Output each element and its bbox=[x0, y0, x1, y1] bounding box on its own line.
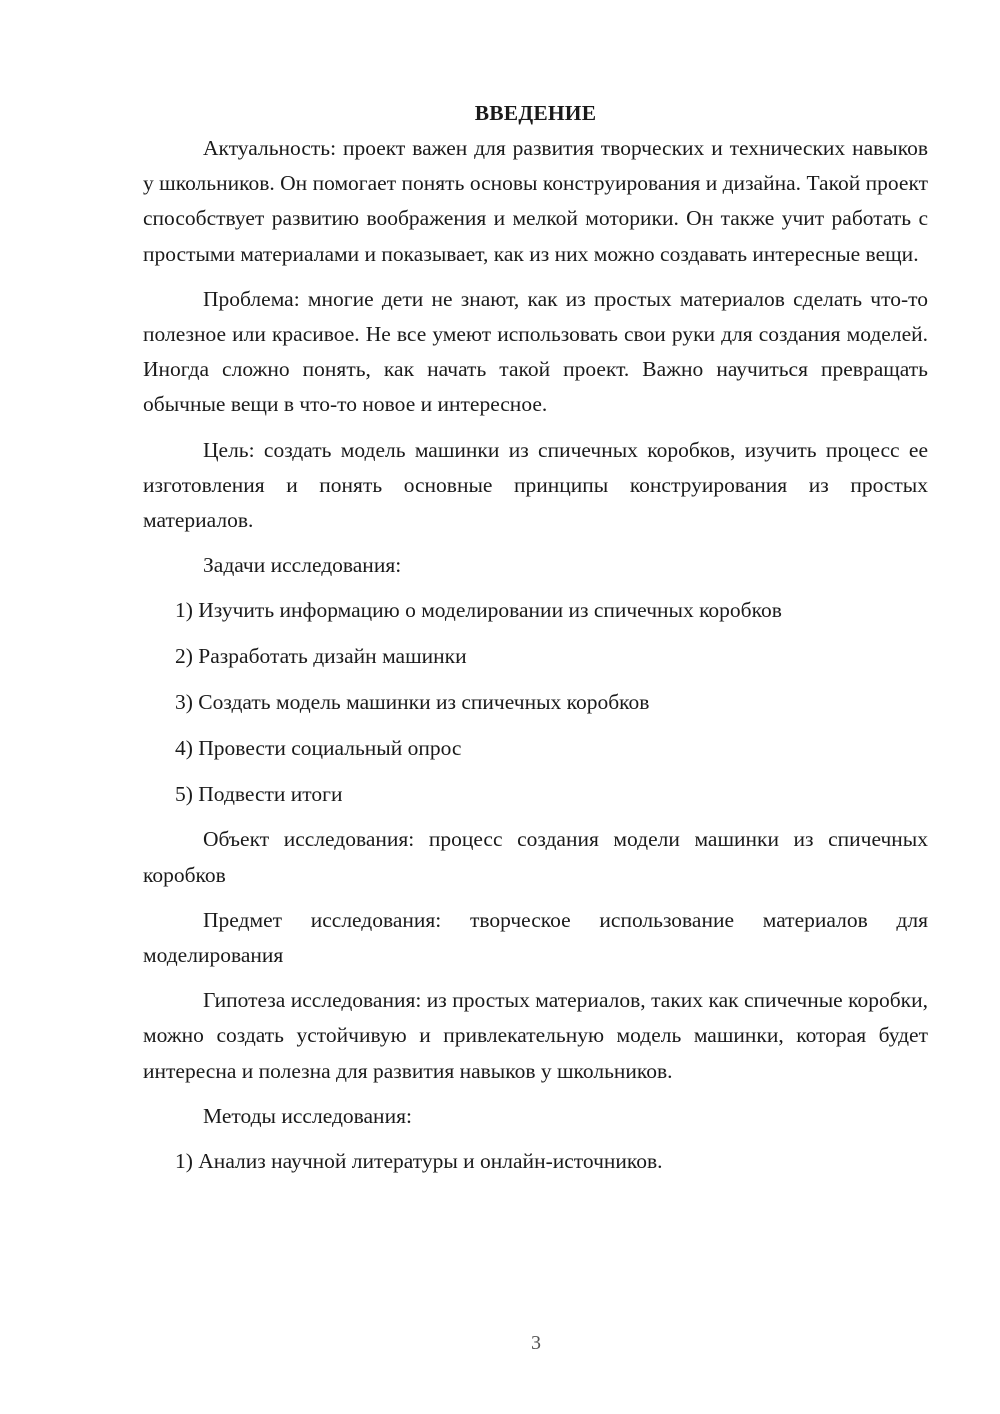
list-item: 2) Разработать дизайн машинки bbox=[175, 644, 467, 669]
hypothesis-paragraph: Гипотеза исследования: из простых материалов, таких как спичечные коробки, можно создать устойчивую и привлекательную модель машинки, которая будет интересна и полезна для развития навыков у школьников. bbox=[143, 988, 928, 1083]
list-item: 3) Создать модель машинки из спичечных коробков bbox=[175, 690, 650, 715]
list-item: 4) Провести социальный опрос bbox=[175, 735, 462, 760]
methods-label: Методы исследования: bbox=[203, 1103, 412, 1128]
object-paragraph: Объект исследования: процесс создания модели машинки из спичечных коробков bbox=[143, 827, 928, 887]
relevance-paragraph: Актуальность: проект важен для развития творческих и технических навыков у школьников. Он помогает понять основы конструирования и дизайна. Такой проект способствует развитию воображения и мелкой моторики. Он также учит работать с простыми материалами и показывает, как из них можно создавать интересные вещи. bbox=[143, 136, 928, 266]
list-item: 1) Анализ научной литературы и онлайн-источников. bbox=[175, 1149, 663, 1174]
tasks-label: Задачи исследования: bbox=[203, 553, 402, 578]
list-item: 5) Подвести итоги bbox=[175, 781, 343, 806]
document-body bbox=[143, 96, 928, 1179]
list-item: 1) Изучить информацию о моделировании из спичечных коробков bbox=[175, 598, 782, 623]
subject-paragraph: Предмет исследования: творческое использование материалов для моделирования bbox=[143, 907, 928, 968]
page-title: ВВЕДЕНИЕ bbox=[474, 101, 597, 125]
page-number: 3 bbox=[531, 1332, 541, 1354]
problem-paragraph: Проблема: многие дети не знают, как из простых материалов сделать что-то полезное или красивое. Не все умеют использовать свои руки для создания моделей. Иногда сложно понять, как начать такой проект. Важно научиться превращать обычные вещи в что-то новое и интересное. bbox=[143, 286, 928, 417]
tasks-list bbox=[143, 593, 928, 811]
goal-paragraph: Цель: создать модель машинки из спичечных коробков, изучить процесс ее изготовления и понять основные принципы конструирования из простых материалов. bbox=[143, 437, 928, 533]
methods-list bbox=[143, 1144, 928, 1179]
